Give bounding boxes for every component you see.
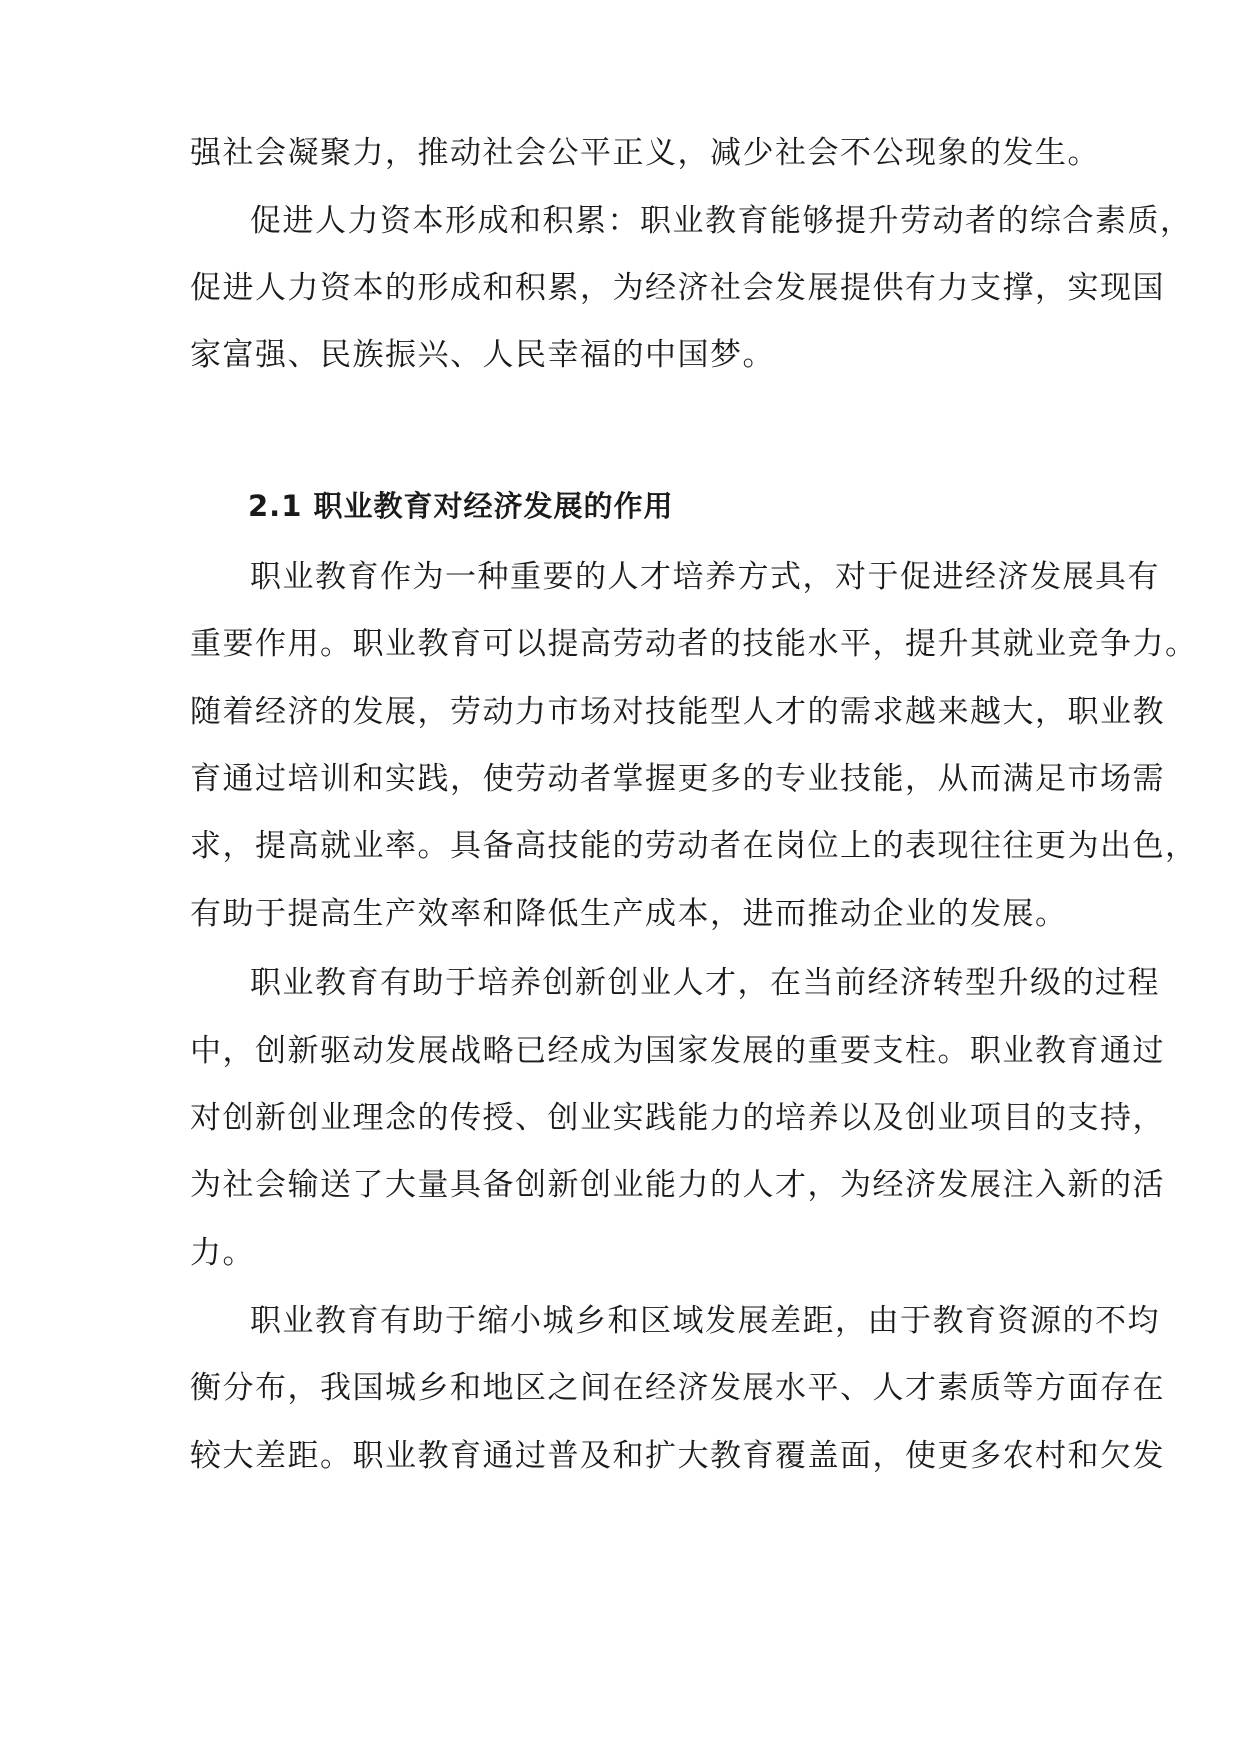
paragraph-innovation-line-1: 职业教育有助于培养创新创业人才，在当前经济转型升级的过程 bbox=[250, 965, 1160, 1001]
paragraph-employment-line-2: 重要作用。职业教育可以提高劳动者的技能水平，提升其就业竞争力。 bbox=[190, 626, 1198, 662]
paragraph-employment-line-3: 随着经济的发展，劳动力市场对技能型人才的需求越来越大，职业教 bbox=[190, 694, 1165, 730]
paragraph-carryover-line-1: 强社会凝聚力，推动社会公平正义，减少社会不公现象的发生。 bbox=[190, 135, 1100, 171]
paragraph-employment-line-6: 有助于提高生产效率和降低生产成本，进而推动企业的发展。 bbox=[190, 896, 1068, 932]
paragraph-regional-gap-line-1: 职业教育有助于缩小城乡和区域发展差距，由于教育资源的不均 bbox=[250, 1303, 1160, 1339]
section-heading: 2.1 职业教育对经济发展的作用 bbox=[248, 489, 674, 523]
paragraph-innovation-line-4: 为社会输送了大量具备创新创业能力的人才，为经济发展注入新的活 bbox=[190, 1167, 1165, 1203]
paragraph-employment-line-4: 育通过培训和实践，使劳动者掌握更多的专业技能，从而满足市场需 bbox=[190, 761, 1165, 797]
paragraph-innovation-line-5: 力。 bbox=[190, 1235, 255, 1271]
paragraph-employment-line-5: 求，提高就业率。具备高技能的劳动者在岗位上的表现往往更为出色， bbox=[190, 828, 1198, 864]
paragraph-human-capital-line-3: 家富强、民族振兴、人民幸福的中国梦。 bbox=[190, 337, 775, 373]
paragraph-regional-gap-line-2: 衡分布，我国城乡和地区之间在经济发展水平、人才素质等方面存在 bbox=[190, 1370, 1165, 1406]
paragraph-innovation-line-2: 中，创新驱动发展战略已经成为国家发展的重要支柱。职业教育通过 bbox=[190, 1033, 1165, 1069]
paragraph-innovation-line-3: 对创新创业理念的传授、创业实践能力的培养以及创业项目的支持， bbox=[190, 1100, 1165, 1136]
paragraph-employment-line-1: 职业教育作为一种重要的人才培养方式，对于促进经济发展具有 bbox=[250, 559, 1160, 595]
paragraph-regional-gap-line-3: 较大差距。职业教育通过普及和扩大教育覆盖面，使更多农村和欠发 bbox=[190, 1438, 1165, 1474]
paragraph-human-capital-line-1: 促进人力资本形成和积累：职业教育能够提升劳动者的综合素质， bbox=[250, 203, 1193, 239]
paragraph-human-capital-line-2: 促进人力资本的形成和积累，为经济社会发展提供有力支撑，实现国 bbox=[190, 270, 1165, 306]
